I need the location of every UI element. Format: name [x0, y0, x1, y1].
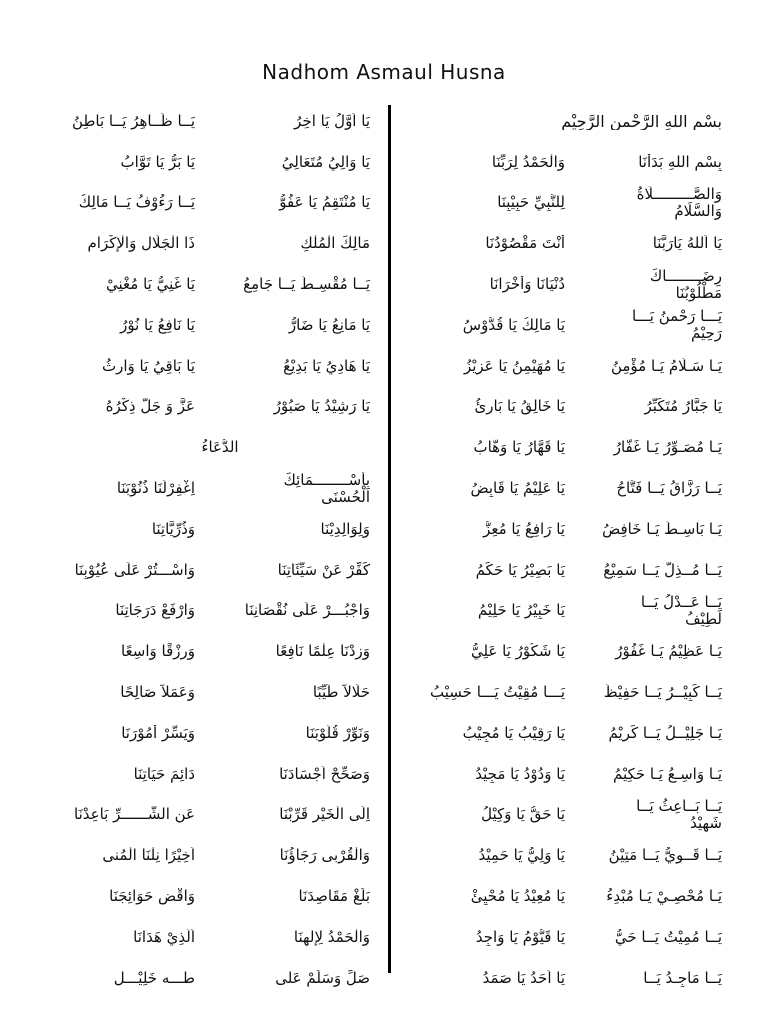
verse-row	[410, 346, 722, 387]
verse-first-half: وَصَحِّحْ اَجْسَادَنَا	[279, 765, 370, 783]
verse-first-half: وَالصَّـــــــــلَاةُ وَالسَّلَامُ	[636, 185, 722, 220]
verse-first-half: يَا مَانِعُ يَا ضَارُّ	[288, 316, 370, 334]
verse-second-half: يَا غَنِيُّ يَا مُغْنِيْ	[106, 276, 195, 294]
verse-first-half: يَــا عَــدْلُ يَــا لَطِيْفُ	[640, 593, 722, 628]
verse-second-half: عَنِ الشَّــــــرِّ بَاعِدْنَا	[74, 806, 195, 824]
right-column	[410, 101, 722, 999]
verse-first-half: يَا وَالِيُ مُتَعَالِيُ	[281, 153, 370, 171]
verse-row	[410, 264, 722, 305]
verse-first-half: يَا هَادِيُ يَا بَدِيْعُ	[283, 357, 370, 375]
verse-row	[50, 876, 370, 917]
basmalah-heading: بِسْمِ اللهِ الرَّحْمنِ الرَّحِيْمِ	[561, 112, 722, 130]
verse-row	[50, 183, 370, 224]
verse-first-half: رِضَــــــــاكَ مَطْلُوْبُنَا	[649, 267, 722, 302]
verse-first-half: كَفِّرْ عَنْ سَيِّئَاتِنَا	[277, 561, 370, 579]
verse-second-half: اَخِيْرًا نِلْنَا الْمُنى	[102, 847, 195, 865]
verse-second-half: لِلنَّبِيِّ حَبِيْبِنَا	[497, 194, 565, 212]
page-title: Nadhom Asmaul Husna	[262, 60, 506, 84]
verse-row	[50, 427, 370, 468]
verse-row	[410, 754, 722, 795]
verse-first-half: يَـــا رَحْمنُ يَـــا رَحِيْمُ	[632, 308, 722, 343]
verse-first-half: يَا رَشِيْدُ يَا صَبُوْرُ	[273, 398, 370, 416]
verse-second-half: وَذُرِّيَّاتِنَا	[151, 520, 195, 538]
verse-first-half: يَـا جَلِيْــلُ يَــا كَرِيْمُ	[608, 724, 722, 742]
verse-row	[50, 101, 370, 142]
verse-second-half: ذَا الْجَلَالِ وَالْإِكْرَامِ	[87, 235, 195, 253]
verse-row	[410, 917, 722, 958]
verse-first-half: يَـا عَظِيْمُ يَـا غَفُوْرُ	[615, 643, 722, 661]
verse-second-half: دَائِمَ حَيَاتِنَا	[133, 765, 195, 783]
verse-second-half: يَا وَلِيُّ يَا حَمِيْدُ	[478, 847, 565, 865]
verse-row	[50, 142, 370, 183]
verse-row	[410, 387, 722, 428]
verse-row	[50, 223, 370, 264]
verse-row	[410, 672, 722, 713]
verse-second-half: يَا نَافِعُ يَا نُوْرُ	[120, 316, 195, 334]
verse-first-half: يَــا مُمِيْتُ يَــا حَيُّ	[614, 928, 722, 946]
verse-second-half: وَالْحَمْدُ لِرَبِّنَا	[491, 153, 565, 171]
verse-second-half: وَرِزْقًا وَاسِعًا	[120, 643, 195, 661]
verse-first-half: يَــا مُقْسِـطُ يَــا جَامِعُ	[243, 276, 370, 294]
verse-first-half: يَـا مُحْصِـيْ يَـا مُبْدِءُ	[606, 888, 722, 906]
verse-second-half: اَلَّذِيْ هَدَانَا	[133, 928, 195, 946]
verse-second-half: دُنْيَانَا وَأُخْرَانَا	[489, 276, 565, 294]
verse-second-half: وَارْفَعْ دَرَجَاتِنَا	[115, 602, 195, 620]
section-heading: الدُّعَاءُ	[201, 439, 239, 457]
verse-second-half: يَــا ظَــاهِرُ يَــا بَاطِنُ	[72, 112, 195, 130]
verse-first-half: وَالْقُرْبى رَجَاؤُنَا	[279, 847, 370, 865]
verse-second-half: يَا مَالِكُ يَا قُدُّوْسُ	[462, 316, 565, 334]
verse-row	[50, 591, 370, 632]
verse-first-half: يَـا بَاسِـطُ يَـا خَافِضُ	[602, 520, 722, 538]
verse-first-half: يَـا سَـلَامُ يَـا مُؤْمِنُ	[610, 357, 722, 375]
verse-row	[50, 305, 370, 346]
verse-row	[410, 509, 722, 550]
verse-first-half: حَلَالاً طَيِّبًا	[312, 684, 370, 702]
verse-second-half: يَـــا مُقِيْتُ يَـــا حَسِيْبُ	[430, 684, 565, 702]
verse-first-half: يَــا بَــاعِثُ يَــا شَهِيْدُ	[636, 797, 722, 832]
verse-first-half: يَــا رَزَّاقُ يَــا فَتَّاحُ	[616, 480, 722, 498]
verse-row	[410, 713, 722, 754]
verse-row	[50, 795, 370, 836]
verse-first-half: وَلِوَالِدِيْنَا	[320, 520, 370, 538]
verse-first-half: بِسْمِ اللهِ بَدَأْنَا	[638, 153, 722, 171]
verse-row	[50, 550, 370, 591]
column-divider	[388, 105, 391, 973]
verse-second-half: يَا خَبِيْرُ يَا حَلِيْمُ	[477, 602, 565, 620]
verse-second-half: يَا حَقُّ يَا وَكِيْلُ	[481, 806, 565, 824]
verse-second-half: يَــا رَءُوْفُ يَــا مَالِكُ	[78, 194, 195, 212]
verse-second-half: طـــه خَلِيْـــلِ	[113, 969, 195, 987]
verse-row	[50, 631, 370, 672]
verse-second-half: يَا رَقِيْبُ يَا مُجِيْبُ	[462, 724, 565, 742]
verse-first-half: اِلَى الْخَيْرِ قَرِّبْنَا	[279, 806, 370, 824]
verse-row	[410, 795, 722, 836]
verse-first-half: يَا اَللهُ يَارَبَّنَا	[652, 235, 722, 253]
verse-second-half: يَا بَاقِيُ يَا وَارِثُ	[102, 357, 195, 375]
verse-second-half: يَا وَدُوْدُ يَا مَجِيْدُ	[475, 765, 565, 783]
verse-first-half: مَالِكَ الْمُلْكِ	[300, 235, 370, 253]
verse-second-half: وَعَمَلاً صَالِحًا	[120, 684, 195, 702]
verse-row	[50, 387, 370, 428]
verse-second-half: يَا رَافِعُ يَا مُعِزُّ	[483, 520, 565, 538]
verse-row	[50, 468, 370, 509]
verse-second-half: يَا بَصِيْرُ يَا حَكَمُ	[475, 561, 565, 579]
verse-first-half: يَــا مُــذِلُّ يَــا سَمِيْعُ	[603, 561, 722, 579]
verse-row	[50, 672, 370, 713]
verse-row	[50, 958, 370, 999]
verse-row	[50, 835, 370, 876]
verse-second-half: عَزَّ وَ جَلَّ ذِكْرُهُ	[105, 398, 195, 416]
verse-first-half: يَــا مَاجِـدُ يَــا	[643, 969, 722, 987]
verse-row	[410, 468, 722, 509]
verse-first-half: صَلِّ وَسَلِّمْ عَلى	[275, 969, 370, 987]
verse-second-half: أَنْتَ مَقْصُوْدُنَا	[485, 235, 565, 253]
verse-first-half: يَــا كَبِيْــرُ يَــا حَفِيْظُ	[603, 684, 722, 702]
basmalah-row	[410, 101, 722, 142]
verse-first-half: يَا مُنْتَقِمُ يَا عَفُوُّ	[279, 194, 370, 212]
verse-row	[410, 958, 722, 999]
verse-first-half: يَا اَوَّلُ يَا اخِرُ	[294, 112, 370, 130]
verse-row	[410, 835, 722, 876]
verse-row	[410, 305, 722, 346]
verse-row	[410, 427, 722, 468]
verse-row	[410, 183, 722, 224]
verse-second-half: اِغْفِرْلَنَا ذُنُوْبَنَا	[116, 480, 195, 498]
verse-second-half: يَا قَيُّوْمُ يَا وَاجِدُ	[475, 928, 565, 946]
verse-first-half: يَـا مُصَـوِّرُ يَـا غَفَّارُ	[613, 439, 722, 457]
verse-first-half: وَنَوِّرْ قُلُوْبَنَا	[305, 724, 370, 742]
verse-row	[50, 509, 370, 550]
verse-row	[410, 550, 722, 591]
verse-second-half: يَا عَلِيْمُ يَا قَابِضُ	[470, 480, 565, 498]
verse-row	[410, 631, 722, 672]
verse-row	[50, 346, 370, 387]
verse-row	[50, 713, 370, 754]
verse-second-half: يَا مُهَيْمِنُ يَا عَزِيْزُ	[463, 357, 565, 375]
verse-second-half: يَا بَرُّ يَا تَوَّابُ	[120, 153, 195, 171]
verse-first-half: وَاجْبُـــرْ عَلَى نُقْصَانِنَا	[244, 602, 370, 620]
verse-row	[410, 142, 722, 183]
left-column	[50, 101, 370, 999]
verse-first-half: بَلِّغْ مَقَاصِدَنَا	[298, 888, 370, 906]
verse-first-half: يَــا قَــوِيُّ يَــا مَتِيْنُ	[608, 847, 722, 865]
verse-row	[410, 223, 722, 264]
verse-second-half: يَا قَهَّارُ يَا وَهَّابُ	[473, 439, 565, 457]
verse-first-half: يَا جَبَّارُ مُتَكَبِّرُ	[644, 398, 722, 416]
verse-row	[50, 754, 370, 795]
verse-row	[50, 264, 370, 305]
verse-first-half: وَزِدْنَا عِلْمًا نَافِعًا	[275, 643, 370, 661]
verse-row	[50, 917, 370, 958]
verse-second-half: وَيَسِّرْ أُمُوْرَنَا	[121, 724, 195, 742]
verse-first-half: يَـا وَاسِـعُ يَـا حَكِيْمُ	[612, 765, 722, 783]
verse-second-half: يَا اَحَدُ يَا صَمَدُ	[482, 969, 565, 987]
verse-second-half: يَا مُعِيْدُ يَا مُحْيِئْ	[470, 888, 565, 906]
verse-row	[410, 876, 722, 917]
verse-second-half: يَا شَكُوْرُ يَا عَلِيُّ	[470, 643, 565, 661]
verse-second-half: وَاقْضِ حَوَائِجَنَا	[109, 888, 195, 906]
verse-first-half: وَالْحَمْدُ لِإِلهِنَا	[293, 928, 370, 946]
verse-second-half: يَا خَالِقُ يَا بَارِئُ	[474, 398, 565, 416]
verse-row	[410, 591, 722, 632]
verse-second-half: وَاسْـــتُرْ عَلَى عُيُوْبِنَا	[74, 561, 195, 579]
verse-first-half: بِأَسْــــــــمَائِكَ الْحُسْنَى	[283, 471, 370, 506]
